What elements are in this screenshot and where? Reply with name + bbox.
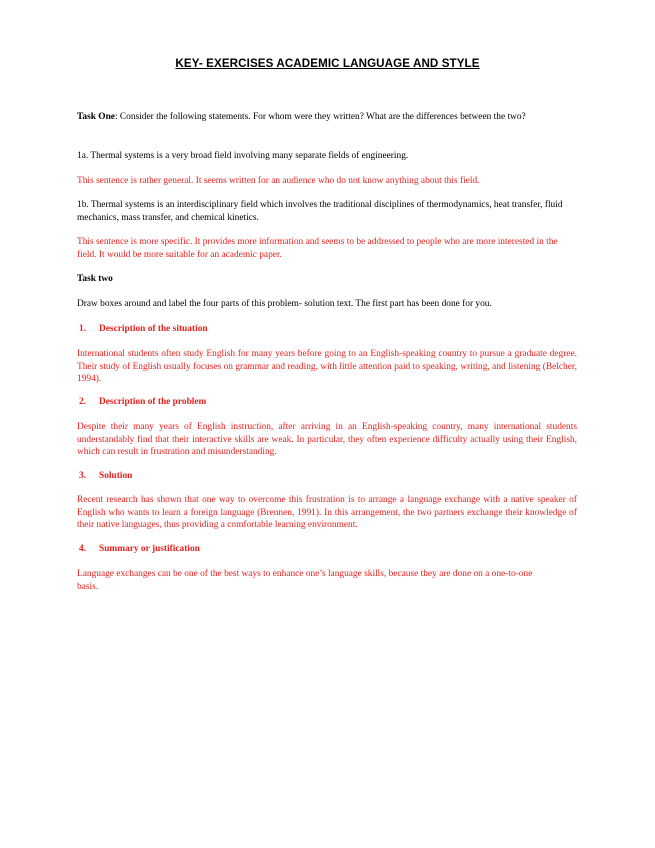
statement-1a: 1a. Thermal systems is a very broad field involving many separate fields of engineering. xyxy=(77,151,409,161)
task-one-label: Task One xyxy=(77,112,115,122)
section-heading-2 xyxy=(79,396,206,409)
task-two-heading: Task two xyxy=(77,274,113,284)
task-two-instruction: Draw boxes around and label the four parts of this problem- solution text. The first part has been done for you. xyxy=(77,299,492,309)
section-number: 3. xyxy=(79,471,87,481)
task-one-question: : Consider the following statements. For whom were they written? What are the differences between the two? xyxy=(114,112,526,122)
section-number: 1. xyxy=(79,324,87,334)
page-title: KEY- EXERCISES ACADEMIC LANGUAGE AND STYLE xyxy=(175,57,480,70)
section-text-3: Recent research has shown that one way to overcome this frustration is to arrange a language exchange with a native speaker of English who wants to learn a foreign language (Brennen, 1991). In this arrangement, the two partners exchange their knowledge of their native languages, thus providing a comfortable learning environment. xyxy=(77,495,577,531)
section-number: 4. xyxy=(79,544,87,554)
section-heading-3 xyxy=(79,470,132,483)
section-title: Solution xyxy=(99,471,133,481)
section-heading-1 xyxy=(79,323,208,336)
section-text-2: Despite their many years of English instruction, after arriving in an English-speaking country, many international students understandably find that their interactive skills are weak. In particular, they often experience difficulty actually using their English, which can result in frustration and misunderstanding. xyxy=(77,422,577,458)
answer-1a: This sentence is rather general. It seems written for an audience who do not know anything about this field. xyxy=(77,176,480,186)
statement-1b: 1b. Thermal systems is an interdisciplinary field which involves the traditional disciplines of thermodynamics, heat transfer, fluid mechanics, mass transfer, and chemical kinetics. xyxy=(77,200,563,223)
task-one-paragraph xyxy=(77,111,577,124)
section-title: Summary or justification xyxy=(99,544,200,554)
section-title: Description of the situation xyxy=(99,324,208,334)
section-text-4: Language exchanges can be one of the best ways to enhance one’s language skills, because they are done on a one-to-one basis. xyxy=(77,569,533,592)
section-heading-4 xyxy=(79,543,200,556)
section-number: 2. xyxy=(79,397,87,407)
section-text-1: International students often study English for many years before going to an English-speaking country to pursue a graduate degree. Their study of English usually focuses on grammar and reading, with little attention paid to speaking, writing, and listening (Belcher, 1994). xyxy=(77,349,577,385)
answer-1b: This sentence is more specific. It provides more information and seems to be addressed to people who are more interested in the field. It would be more suitable for an academic paper. xyxy=(77,237,558,260)
section-title: Description of the problem xyxy=(99,397,207,407)
